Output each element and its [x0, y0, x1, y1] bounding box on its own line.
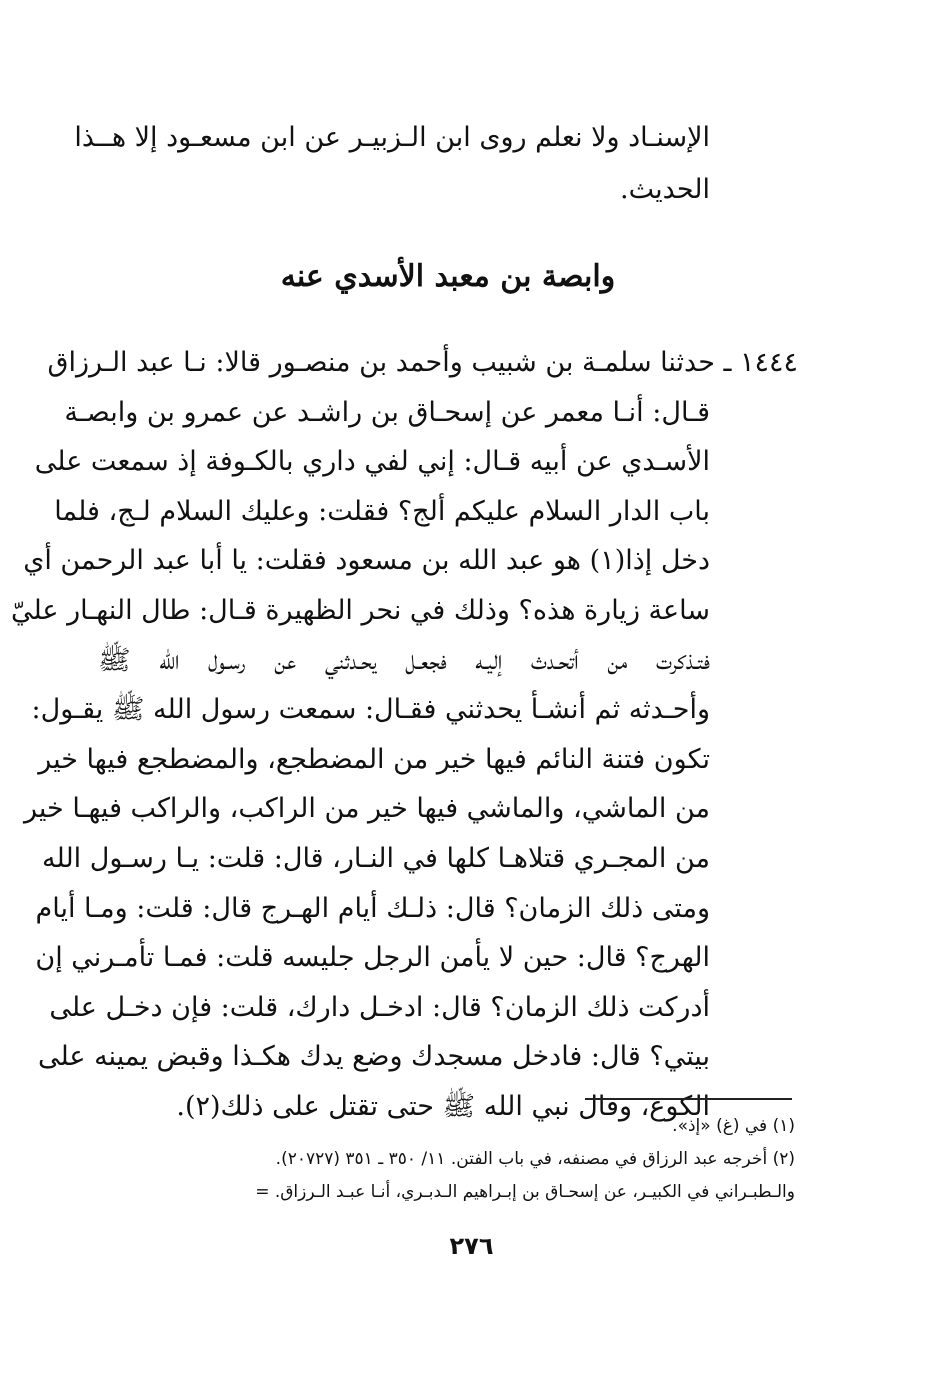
hadith-first-line	[47, 338, 798, 388]
hadith-paragraph	[10, 338, 798, 1132]
hadith-line: قـال: أنـا معمر عن إسحـاق بن راشـد عن عمرو بن وابصـة	[64, 396, 710, 428]
intro-line: الإسنـاد ولا نعلم روى ابن الـزبيـر عن ابن مسعـود إلا هــذا	[74, 122, 710, 153]
hadith-line: فتـذكرت من أتحـدث إليـه فجعـل يحـدثني عن رسـول الله ﷺ	[98, 644, 710, 676]
hadith-line: من المجـري قتلاهـا كلها في النـار، قال: قلت: يـا رسـول الله	[42, 842, 710, 874]
hadith-first-line-text: ـ حدثنا سلمـة بن شبيب وأحمد بن منصـور قالا: نـا عبد الـرزاق	[47, 347, 732, 378]
page-number: ٢٧٦	[449, 1232, 494, 1260]
hadith-line: تكون فتنة النائم فيها خير من المضطجع، والمضطجع فيها خير	[38, 743, 710, 775]
footnote-separator	[585, 1098, 792, 1100]
intro-line: الحديث.	[620, 174, 710, 205]
hadith-number: ١٤٤٤	[739, 347, 798, 378]
hadith-line: من الماشي، والماشي فيها خير من الراكب، والراكب فيهـا خير	[24, 793, 710, 825]
hadith-line: وأحـدثه ثم أنشـأ يحدثني فقـال: سمعت رسول الله ﷺ يقـول:	[31, 694, 710, 726]
footnotes	[60, 1110, 795, 1209]
hadith-line: الهرج؟ قال: حين لا يأمن الرجل جليسه قلت: فمـا تأمـرني إن	[35, 942, 710, 974]
hadith-line: دخل إذا(١) هو عبد الله بن مسعود فقلت: يا أبا عبد الرحمن أي	[23, 545, 710, 577]
hadith-line: باب الدار السلام عليكم ألج؟ فقلت: وعليك السلام لـج، فلما	[54, 495, 710, 527]
intro-paragraph	[74, 112, 710, 216]
hadith-line: الأسـدي عن أبيه قـال: إني لفي داري بالكـوفة إذ سمعت على	[34, 446, 710, 478]
hadith-line: ومتى ذلك الزمان؟ قال: ذلـك أيام الهـرج قال: قلت: ومـا أيام	[35, 892, 710, 924]
footnote: (٢) أخرجه عبد الرزاق في مصنفه، في باب الفتن. ١١/ ٣٥٠ ـ ٣٥١ (٢٠٧٢٧).	[275, 1149, 795, 1169]
hadith-line: الكوع، وقال نبي الله ﷺ حتى تقتل على ذلك(٢).	[176, 1090, 710, 1122]
section-heading: وابصة بن معبد الأسدي عنه	[280, 259, 616, 294]
hadith-line: أدركت ذلك الزمان؟ قال: ادخـل دارك، قلت: فإن دخـل على	[49, 991, 710, 1023]
hadith-line: بيتي؟ قال: فادخل مسجدك وضع يدك هكـذا وقبض يمينه على	[37, 1041, 710, 1073]
footnote: والـطبـراني في الكبيـر، عن إسحـاق بن إبـراهيم الـدبـري، أنـا عبـد الـرزاق. =	[255, 1182, 795, 1202]
footnote: (١) في (غ) «إذ».	[672, 1116, 795, 1136]
hadith-line: ساعة زيارة هذه؟ وذلك في نحر الظهيرة قـال: طال النهـار عليّ	[10, 594, 710, 626]
